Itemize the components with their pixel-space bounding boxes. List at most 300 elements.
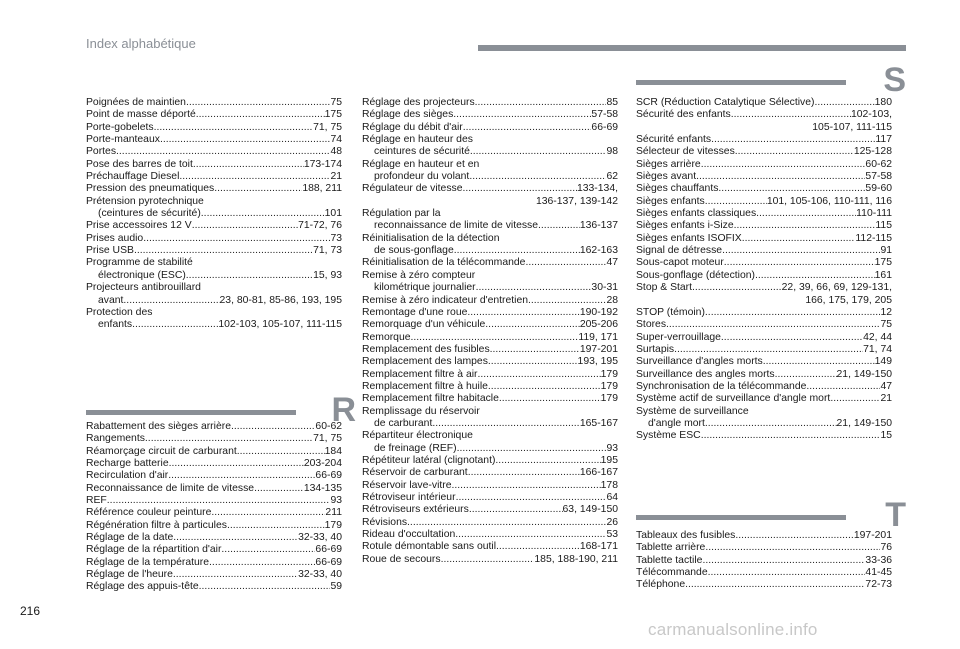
index-entry bbox=[362, 134, 618, 146]
index-entry-term: (ceintures de sécurité) bbox=[98, 208, 201, 220]
dot-leader bbox=[721, 332, 863, 344]
index-entry-pages: 175 bbox=[874, 257, 892, 269]
index-entry-pages: 168-171 bbox=[579, 541, 618, 553]
index-entry bbox=[636, 245, 892, 257]
index-entry-pages: 41-45 bbox=[865, 567, 892, 579]
index-entry bbox=[86, 446, 342, 458]
index-entry-pages: 60-62 bbox=[315, 421, 342, 432]
dot-leader bbox=[463, 183, 577, 195]
index-entry-pages: 165-167 bbox=[579, 417, 618, 429]
index-entry-pages: 193, 195 bbox=[577, 356, 618, 368]
index-entry bbox=[362, 307, 618, 319]
index-entry bbox=[362, 393, 618, 405]
index-entry bbox=[636, 307, 892, 319]
index-entry-term: Réglage de la répartition d'air bbox=[86, 544, 222, 556]
dot-leader bbox=[666, 319, 880, 331]
dot-leader bbox=[237, 446, 325, 458]
index-entry-term: Réservoir lave-vitre bbox=[362, 479, 452, 491]
index-entry-term: Porte-manteaux bbox=[86, 134, 160, 146]
index-entry-term: Prise USB bbox=[86, 245, 134, 257]
index-entry-pages: 66-69 bbox=[315, 556, 342, 568]
index-entry bbox=[362, 270, 618, 282]
index-entry-term: Système de surveillance bbox=[636, 405, 749, 417]
dot-leader bbox=[490, 344, 580, 356]
index-entry bbox=[636, 542, 892, 554]
index-entry bbox=[362, 146, 618, 158]
index-column-r-continued bbox=[362, 97, 618, 566]
dot-leader bbox=[186, 270, 313, 282]
index-entry-term: Sous-capot moteur bbox=[636, 257, 724, 269]
index-entry-pages: 71-72, 76 bbox=[298, 220, 342, 232]
dot-leader bbox=[696, 171, 865, 183]
index-entry-pages: 72-73 bbox=[865, 579, 892, 591]
index-entry-term: Surveillance d'angles morts bbox=[636, 356, 763, 368]
index-entry bbox=[86, 183, 342, 195]
index-entry bbox=[86, 159, 342, 171]
index-entry bbox=[86, 495, 342, 507]
index-entry-term: Remplacement des fusibles bbox=[362, 343, 490, 355]
index-entry-pages: 179 bbox=[324, 519, 342, 531]
dot-leader bbox=[755, 270, 875, 282]
dot-leader bbox=[475, 97, 607, 109]
index-entry bbox=[362, 159, 618, 171]
index-entry-term: Stop & Start bbox=[636, 282, 693, 294]
index-entry-term: Remplacement filtre habitacle bbox=[362, 393, 499, 405]
dot-leader bbox=[463, 122, 592, 134]
index-entry bbox=[362, 467, 618, 479]
index-entry bbox=[636, 196, 892, 208]
index-entry-pages: 149 bbox=[874, 356, 892, 368]
dot-leader bbox=[169, 458, 304, 470]
dot-leader bbox=[192, 220, 298, 232]
index-entry bbox=[362, 257, 618, 269]
index-entry bbox=[362, 220, 618, 232]
index-entry bbox=[86, 458, 342, 470]
index-entry-term: Remplacement filtre à air bbox=[362, 368, 478, 380]
index-entry bbox=[86, 569, 342, 581]
index-entry bbox=[362, 196, 618, 208]
index-entry-pages: 71, 75 bbox=[313, 433, 342, 445]
index-entry-term: Système actif de surveillance d'angle mort bbox=[636, 393, 831, 405]
index-entry-pages: 112-115 bbox=[855, 232, 892, 244]
index-entry-pages: 195 bbox=[600, 454, 618, 466]
index-entry-pages: 15, 93 bbox=[313, 269, 342, 281]
section-t-bar bbox=[636, 515, 846, 520]
dot-leader bbox=[763, 356, 875, 368]
index-entry-term: Sécurité des enfants bbox=[636, 109, 731, 121]
index-entry bbox=[636, 159, 892, 171]
dot-leader bbox=[173, 569, 298, 581]
index-entry-term: d'angle mort bbox=[648, 417, 705, 429]
index-entry-term: Programme de stabilité bbox=[86, 257, 193, 269]
index-entry-pages: 211 bbox=[325, 507, 342, 519]
index-entry-pages: 66-69 bbox=[315, 544, 342, 556]
dot-leader bbox=[199, 581, 331, 593]
index-entry bbox=[362, 183, 618, 195]
index-entry-pages: 71, 74 bbox=[863, 343, 892, 355]
index-entry-term: Tablette tactile bbox=[636, 554, 703, 566]
index-entry-term: Prétension pyrotechnique bbox=[86, 195, 204, 207]
index-entry-term: Poignées de maintien bbox=[86, 97, 186, 108]
index-entry-pages: 136-137, 139-142 bbox=[535, 195, 618, 207]
index-entry-term: Réservoir de carburant bbox=[362, 467, 468, 479]
header-bar bbox=[478, 45, 906, 51]
index-column-r bbox=[86, 421, 342, 594]
index-entry-term: Sièges enfants bbox=[636, 195, 705, 207]
index-entry-pages: 197-201 bbox=[853, 530, 892, 541]
dot-leader bbox=[143, 233, 330, 245]
index-entry-pages: 105-107, 111-115 bbox=[812, 121, 892, 133]
dot-leader bbox=[452, 480, 601, 492]
index-entry-term: Remorque bbox=[362, 331, 411, 343]
index-entry bbox=[86, 196, 342, 208]
index-entry bbox=[362, 529, 618, 541]
index-entry-term: Répartiteur électronique bbox=[362, 430, 473, 442]
index-column-p bbox=[86, 97, 342, 332]
index-entry-term: Protection des bbox=[86, 306, 153, 318]
index-entry-term: Rabattement des sièges arrière bbox=[86, 421, 231, 432]
index-entry bbox=[362, 171, 618, 183]
index-entry bbox=[86, 220, 342, 232]
dot-leader bbox=[756, 208, 856, 220]
index-entry-pages: 53 bbox=[606, 529, 618, 541]
dot-leader bbox=[705, 196, 767, 208]
index-entry-term: Remplissage du réservoir bbox=[362, 405, 480, 417]
index-entry-pages: 179 bbox=[600, 393, 618, 405]
index-entry-term: Régulateur de vitesse bbox=[362, 183, 463, 195]
dot-leader bbox=[718, 183, 865, 195]
index-entry bbox=[362, 282, 618, 294]
dot-leader bbox=[211, 507, 325, 519]
dot-leader bbox=[814, 97, 874, 109]
index-entry bbox=[86, 171, 342, 183]
index-entry-pages: 21 bbox=[880, 393, 892, 405]
index-entry-pages: 162-163 bbox=[579, 245, 618, 257]
dot-leader bbox=[123, 295, 219, 307]
index-entry bbox=[362, 443, 618, 455]
index-entry-pages: 179 bbox=[600, 380, 618, 392]
section-s-bar bbox=[636, 80, 846, 85]
index-entry-term: Réglage en hauteur et en bbox=[362, 158, 480, 170]
index-entry bbox=[86, 319, 342, 331]
index-entry-term: Réamorçage circuit de carburant bbox=[86, 445, 237, 457]
index-entry bbox=[636, 332, 892, 344]
index-entry-term: Réglage des sièges bbox=[362, 109, 454, 121]
index-entry bbox=[362, 109, 618, 121]
dot-leader bbox=[116, 146, 330, 158]
index-entry bbox=[636, 579, 892, 591]
index-entry bbox=[636, 220, 892, 232]
index-entry bbox=[636, 530, 892, 542]
index-entry bbox=[636, 208, 892, 220]
index-entry bbox=[636, 369, 892, 381]
index-entry bbox=[362, 504, 618, 516]
dot-leader bbox=[674, 344, 863, 356]
index-entry-term: Sécurité enfants bbox=[636, 134, 712, 146]
dot-leader bbox=[742, 233, 856, 245]
dot-leader bbox=[407, 517, 606, 529]
index-entry bbox=[362, 480, 618, 492]
index-entry-term: REF bbox=[86, 495, 107, 507]
index-entry-pages: 197-201 bbox=[579, 343, 618, 355]
index-entry-term: Télécommande bbox=[636, 567, 708, 579]
index-entry-pages: 32-33, 40 bbox=[298, 532, 342, 544]
dot-leader bbox=[154, 122, 314, 134]
index-entry-term: Reconnaissance de limite de vitesse bbox=[86, 482, 255, 494]
index-entry-term: Réglage des appuis-tête bbox=[86, 581, 199, 593]
dot-leader bbox=[470, 146, 607, 158]
dot-leader bbox=[488, 356, 578, 368]
dot-leader bbox=[134, 245, 313, 257]
index-entry bbox=[362, 381, 618, 393]
index-entry bbox=[636, 381, 892, 393]
index-entry bbox=[636, 109, 892, 121]
index-entry-pages: 21, 149-150 bbox=[836, 368, 892, 380]
index-entry-term: Tableaux des fusibles bbox=[636, 530, 736, 541]
dot-leader bbox=[469, 504, 563, 516]
index-entry bbox=[86, 557, 342, 569]
index-entry bbox=[636, 183, 892, 195]
dot-leader bbox=[457, 443, 607, 455]
index-entry bbox=[362, 554, 618, 566]
index-entry-term: Sièges enfants ISOFIX bbox=[636, 232, 742, 244]
index-entry bbox=[86, 282, 342, 294]
dot-leader bbox=[735, 530, 854, 542]
index-entry-pages: 28 bbox=[606, 294, 618, 306]
index-entry bbox=[86, 470, 342, 482]
dot-leader bbox=[441, 554, 535, 566]
index-entry-pages: 30-31 bbox=[591, 282, 618, 294]
index-entry-pages: 76 bbox=[880, 542, 892, 554]
dot-leader bbox=[469, 171, 606, 183]
index-entry bbox=[636, 567, 892, 579]
index-entry-pages: 166, 175, 179, 205 bbox=[805, 294, 892, 306]
dot-leader bbox=[485, 319, 580, 331]
index-entry-term: avant bbox=[98, 294, 124, 306]
index-entry bbox=[636, 418, 892, 430]
dot-leader bbox=[724, 257, 875, 269]
index-entry-term: Point de masse déporté bbox=[86, 109, 196, 121]
index-entry bbox=[86, 245, 342, 257]
index-entry-term: Réglage de l'heure bbox=[86, 569, 173, 581]
index-entry-pages: 166-167 bbox=[579, 467, 618, 479]
index-entry-pages: 47 bbox=[880, 380, 892, 392]
dot-leader bbox=[168, 470, 315, 482]
index-entry bbox=[636, 406, 892, 418]
index-entry bbox=[636, 555, 892, 567]
index-entry bbox=[86, 433, 342, 445]
index-entry-pages: 59 bbox=[330, 581, 342, 593]
index-entry-term: Sièges enfants classiques bbox=[636, 208, 757, 220]
index-entry-term: Tablette arrière bbox=[636, 542, 706, 554]
index-entry-term: Rotule démontable sans outil bbox=[362, 541, 497, 553]
dot-leader bbox=[705, 307, 881, 319]
index-column-t bbox=[636, 530, 892, 592]
index-entry-pages: 205-206 bbox=[579, 319, 618, 331]
index-entry-term: Projecteurs antibrouillard bbox=[86, 282, 201, 294]
index-entry-term: kilométrique journalier bbox=[374, 282, 476, 294]
index-entry bbox=[362, 319, 618, 331]
index-entry bbox=[86, 520, 342, 532]
index-entry-pages: 74 bbox=[330, 134, 342, 146]
index-entry-pages: 185, 188-190, 211 bbox=[534, 553, 618, 565]
index-entry bbox=[362, 122, 618, 134]
index-entry-pages: 21 bbox=[330, 171, 342, 183]
index-entry bbox=[86, 295, 342, 307]
index-entry-pages: 101 bbox=[324, 208, 342, 220]
dot-leader bbox=[499, 393, 601, 405]
index-entry-term: Sélecteur de vitesses bbox=[636, 146, 735, 158]
index-entry-term: Réglage de la température bbox=[86, 556, 210, 568]
index-entry-term: Réinitialisation de la télécommande bbox=[362, 257, 526, 269]
dot-leader bbox=[702, 555, 865, 567]
index-entry bbox=[86, 507, 342, 519]
index-entry-pages: 62 bbox=[606, 171, 618, 183]
index-entry-term: Portes bbox=[86, 146, 117, 158]
index-entry-pages: 12 bbox=[880, 306, 892, 318]
index-entry-pages: 48 bbox=[330, 146, 342, 158]
index-entry-term: Prise accessoires 12 V bbox=[86, 220, 192, 232]
index-entry-term: Remplacement filtre à huile bbox=[362, 380, 488, 392]
index-entry-pages: 42, 44 bbox=[863, 331, 892, 343]
dot-leader bbox=[731, 109, 851, 121]
index-entry-term: de sous-gonflage bbox=[374, 245, 454, 257]
index-entry-pages: 91 bbox=[880, 245, 892, 257]
index-entry bbox=[86, 146, 342, 158]
index-entry-pages: 75 bbox=[330, 97, 342, 108]
index-entry-pages: 21, 149-150 bbox=[836, 417, 892, 429]
index-entry-term: Système ESC bbox=[636, 430, 701, 442]
dot-leader bbox=[830, 393, 880, 405]
index-entry bbox=[362, 430, 618, 442]
dot-leader bbox=[711, 134, 875, 146]
index-entry bbox=[362, 406, 618, 418]
dot-leader bbox=[528, 295, 606, 307]
index-entry-pages: 115 bbox=[875, 220, 892, 232]
index-entry bbox=[636, 270, 892, 282]
index-entry-term: Synchronisation de la télécommande bbox=[636, 380, 807, 392]
index-entry bbox=[636, 257, 892, 269]
section-s-letter: S bbox=[883, 61, 906, 99]
dot-leader bbox=[160, 134, 331, 146]
index-entry-pages: 117 bbox=[875, 134, 892, 146]
index-entry-term: Signal de détresse bbox=[636, 245, 723, 257]
index-entry-term: Rétroviseur intérieur bbox=[362, 492, 456, 503]
index-entry-pages: 179 bbox=[600, 368, 618, 380]
index-entry bbox=[636, 344, 892, 356]
dot-leader bbox=[196, 109, 325, 121]
index-entry-pages: 184 bbox=[324, 445, 342, 457]
index-entry-term: ceintures de sécurité bbox=[374, 146, 470, 158]
index-entry bbox=[86, 233, 342, 245]
dot-leader bbox=[701, 430, 881, 442]
section-s-header bbox=[636, 62, 906, 102]
index-entry bbox=[86, 208, 342, 220]
index-entry-term: Remplacement des lampes bbox=[362, 356, 488, 368]
index-entry-pages: 73 bbox=[330, 232, 342, 244]
index-entry-term: Rétroviseurs extérieurs bbox=[362, 504, 469, 516]
index-entry bbox=[362, 233, 618, 245]
index-entry-pages: 32-33, 40 bbox=[298, 569, 342, 581]
index-entry-pages: 57-58 bbox=[865, 171, 892, 183]
index-entry-pages: 59-60 bbox=[865, 183, 892, 195]
index-entry bbox=[86, 97, 342, 109]
index-entry bbox=[362, 455, 618, 467]
index-entry bbox=[86, 109, 342, 121]
dot-leader bbox=[468, 467, 580, 479]
dot-leader bbox=[734, 220, 876, 232]
index-entry-term: Remise à zéro indicateur d'entretien bbox=[362, 294, 529, 306]
index-entry bbox=[86, 421, 342, 433]
index-entry-pages: 93 bbox=[330, 495, 342, 507]
index-entry bbox=[636, 97, 892, 109]
index-entry-term: Sous-gonflage (détection) bbox=[636, 269, 755, 281]
dot-leader bbox=[685, 579, 865, 591]
index-entry-term: Super-verrouillage bbox=[636, 331, 721, 343]
index-entry bbox=[362, 541, 618, 553]
index-entry bbox=[362, 97, 618, 109]
index-entry-term: Préchauffage Diesel bbox=[86, 171, 180, 183]
index-entry-term: Remise à zéro compteur bbox=[362, 269, 476, 281]
index-entry-term: Surveillance des angles morts bbox=[636, 368, 775, 380]
index-entry-pages: 133-134, bbox=[576, 183, 618, 195]
section-r-letter: R bbox=[331, 391, 356, 429]
index-entry-term: reconnaissance de limite de vitesse bbox=[374, 220, 539, 232]
index-entry bbox=[636, 295, 892, 307]
dot-leader bbox=[453, 109, 591, 121]
dot-leader bbox=[231, 421, 315, 433]
dot-leader bbox=[538, 220, 580, 232]
index-column-s bbox=[636, 97, 892, 443]
dot-leader bbox=[495, 455, 600, 467]
index-entry-pages: 102-103, 105-107, 111-115 bbox=[218, 319, 342, 331]
index-entry-term: Réglage du débit d'air bbox=[362, 121, 463, 133]
dot-leader bbox=[132, 319, 218, 331]
index-entry-pages: 175 bbox=[324, 109, 342, 121]
index-entry bbox=[86, 257, 342, 269]
dot-leader bbox=[456, 492, 607, 504]
dot-leader bbox=[193, 159, 304, 171]
index-entry bbox=[636, 393, 892, 405]
index-entry-pages: 57-58 bbox=[591, 109, 618, 121]
index-entry-pages: 93 bbox=[606, 442, 618, 454]
index-entry-pages: 161 bbox=[874, 269, 892, 281]
index-entry-pages: 178 bbox=[600, 479, 618, 491]
dot-leader bbox=[708, 567, 866, 579]
index-entry bbox=[636, 282, 892, 294]
dot-leader bbox=[496, 541, 580, 553]
index-entry-term: électronique (ESC) bbox=[98, 269, 186, 281]
dot-leader bbox=[209, 557, 315, 569]
dot-leader bbox=[201, 208, 325, 220]
header-title: Index alphabétique bbox=[86, 36, 196, 51]
index-entry bbox=[362, 369, 618, 381]
dot-leader bbox=[705, 542, 880, 554]
dot-leader bbox=[478, 369, 601, 381]
dot-leader bbox=[227, 520, 325, 532]
dot-leader bbox=[214, 183, 302, 195]
index-entry-term: Stores bbox=[636, 319, 667, 331]
index-entry bbox=[86, 544, 342, 556]
section-t-letter: T bbox=[885, 496, 906, 534]
index-entry-term: Réinitialisation de la détection bbox=[362, 232, 500, 244]
index-entry-term: SCR (Réduction Catalytique Sélective) bbox=[636, 97, 815, 108]
index-entry-pages: 47 bbox=[606, 257, 618, 269]
index-entry bbox=[362, 517, 618, 529]
index-entry bbox=[636, 122, 892, 134]
dot-leader bbox=[775, 369, 837, 381]
dot-leader bbox=[179, 171, 330, 183]
